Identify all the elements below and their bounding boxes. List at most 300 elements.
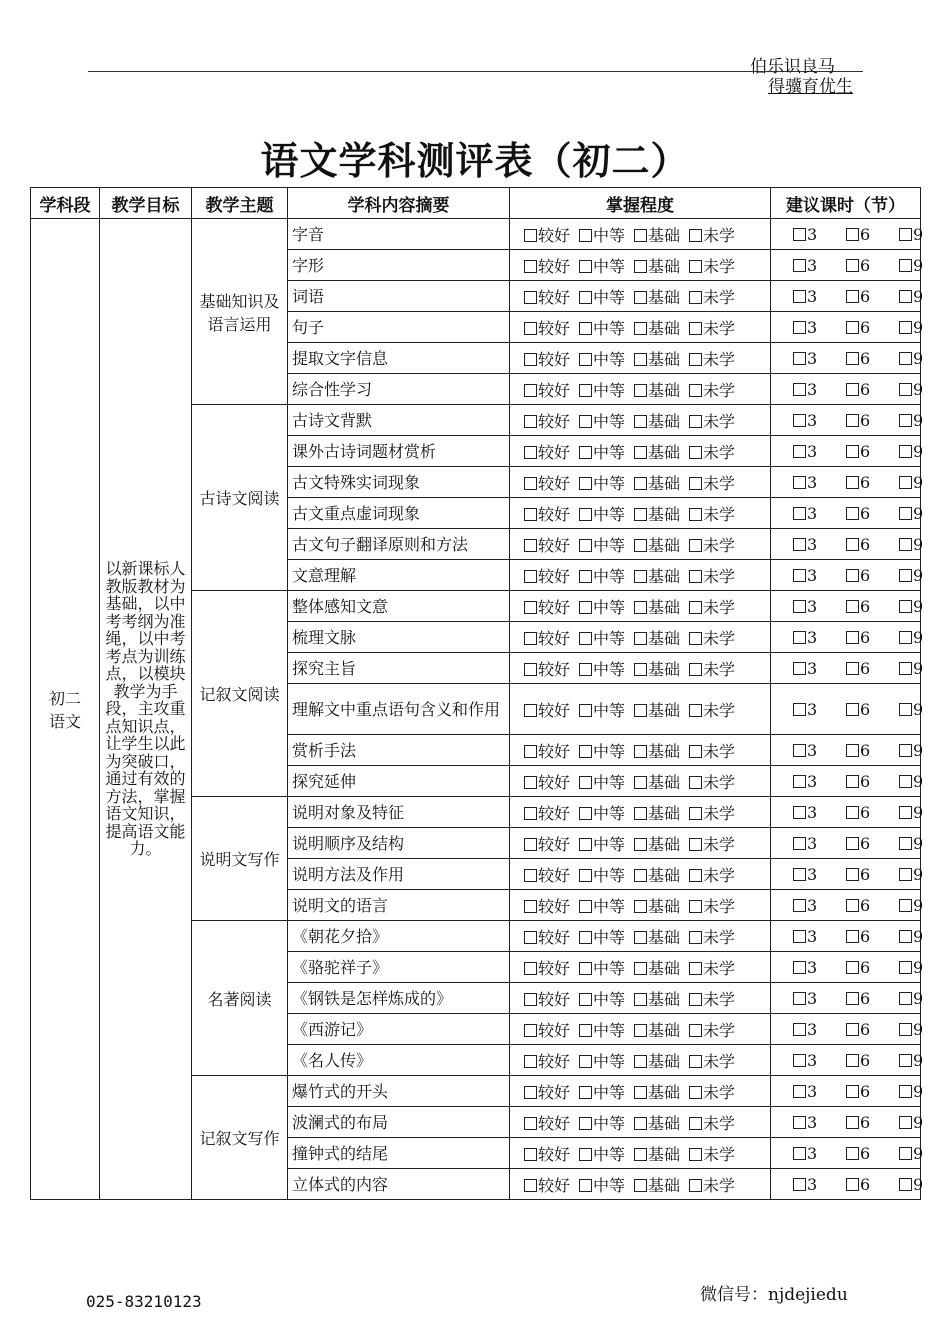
checkbox[interactable] <box>524 384 537 397</box>
hour-option[interactable] <box>793 741 837 760</box>
mastery-option[interactable] <box>689 1145 735 1164</box>
checkbox[interactable] <box>793 259 806 272</box>
mastery-option[interactable] <box>689 257 735 276</box>
hour-option[interactable] <box>899 225 923 244</box>
mastery-option[interactable] <box>689 990 735 1009</box>
checkbox[interactable] <box>689 322 702 335</box>
checkbox[interactable] <box>793 414 806 427</box>
checkbox[interactable] <box>899 259 912 272</box>
mastery-option[interactable] <box>524 505 570 524</box>
hour-option[interactable] <box>846 741 890 760</box>
hour-option[interactable] <box>846 628 890 647</box>
mastery-option[interactable] <box>579 319 625 338</box>
hour-option[interactable] <box>899 772 923 791</box>
checkbox[interactable] <box>846 1147 859 1160</box>
checkbox[interactable] <box>634 477 647 490</box>
checkbox[interactable] <box>793 806 806 819</box>
checkbox[interactable] <box>793 538 806 551</box>
checkbox[interactable] <box>846 1023 859 1036</box>
checkbox[interactable] <box>846 868 859 881</box>
hour-option[interactable] <box>846 1051 890 1070</box>
hour-option[interactable] <box>846 1144 890 1163</box>
mastery-option[interactable] <box>689 1176 735 1195</box>
checkbox[interactable] <box>899 228 912 241</box>
checkbox[interactable] <box>524 1024 537 1037</box>
checkbox[interactable] <box>634 931 647 944</box>
checkbox[interactable] <box>689 632 702 645</box>
mastery-option[interactable] <box>579 1145 625 1164</box>
mastery-option[interactable] <box>689 505 735 524</box>
mastery-option[interactable] <box>524 1145 570 1164</box>
checkbox[interactable] <box>899 1054 912 1067</box>
checkbox[interactable] <box>846 600 859 613</box>
mastery-option[interactable] <box>579 288 625 307</box>
hour-option[interactable] <box>793 1175 837 1194</box>
mastery-option[interactable] <box>634 1114 680 1133</box>
checkbox[interactable] <box>846 961 859 974</box>
checkbox[interactable] <box>524 931 537 944</box>
mastery-option[interactable] <box>689 701 735 720</box>
checkbox[interactable] <box>793 899 806 912</box>
checkbox[interactable] <box>689 900 702 913</box>
checkbox[interactable] <box>634 353 647 366</box>
checkbox[interactable] <box>689 260 702 273</box>
mastery-option[interactable] <box>524 381 570 400</box>
hour-option[interactable] <box>899 535 923 554</box>
checkbox[interactable] <box>899 703 912 716</box>
hour-option[interactable] <box>793 803 837 822</box>
mastery-option[interactable] <box>634 1021 680 1040</box>
checkbox[interactable] <box>579 962 592 975</box>
hour-option[interactable] <box>846 256 890 275</box>
checkbox[interactable] <box>579 745 592 758</box>
hour-option[interactable] <box>793 772 837 791</box>
hour-option[interactable] <box>899 597 923 616</box>
checkbox[interactable] <box>634 1117 647 1130</box>
checkbox[interactable] <box>579 322 592 335</box>
hour-option[interactable] <box>899 287 923 306</box>
checkbox[interactable] <box>579 993 592 1006</box>
checkbox[interactable] <box>579 1148 592 1161</box>
checkbox[interactable] <box>846 1116 859 1129</box>
checkbox[interactable] <box>634 291 647 304</box>
mastery-option[interactable] <box>634 536 680 555</box>
checkbox[interactable] <box>793 631 806 644</box>
checkbox[interactable] <box>634 260 647 273</box>
hour-option[interactable] <box>793 442 837 461</box>
hour-option[interactable] <box>899 1082 923 1101</box>
checkbox[interactable] <box>899 662 912 675</box>
checkbox[interactable] <box>689 1148 702 1161</box>
hour-option[interactable] <box>793 865 837 884</box>
checkbox[interactable] <box>793 703 806 716</box>
checkbox[interactable] <box>634 508 647 521</box>
hour-option[interactable] <box>899 1113 923 1132</box>
hour-option[interactable] <box>899 803 923 822</box>
mastery-option[interactable] <box>579 536 625 555</box>
checkbox[interactable] <box>524 291 537 304</box>
checkbox[interactable] <box>579 838 592 851</box>
mastery-option[interactable] <box>579 1176 625 1195</box>
checkbox[interactable] <box>634 1086 647 1099</box>
mastery-option[interactable] <box>579 443 625 462</box>
checkbox[interactable] <box>793 992 806 1005</box>
checkbox[interactable] <box>634 229 647 242</box>
checkbox[interactable] <box>524 838 537 851</box>
mastery-option[interactable] <box>689 1083 735 1102</box>
hour-option[interactable] <box>846 411 890 430</box>
hour-option[interactable] <box>846 566 890 585</box>
checkbox[interactable] <box>899 868 912 881</box>
checkbox[interactable] <box>634 838 647 851</box>
checkbox[interactable] <box>793 600 806 613</box>
mastery-option[interactable] <box>689 1052 735 1071</box>
mastery-option[interactable] <box>634 1083 680 1102</box>
checkbox[interactable] <box>634 1055 647 1068</box>
checkbox[interactable] <box>899 930 912 943</box>
mastery-option[interactable] <box>579 928 625 947</box>
hour-option[interactable] <box>899 834 923 853</box>
checkbox[interactable] <box>846 476 859 489</box>
checkbox[interactable] <box>899 806 912 819</box>
mastery-option[interactable] <box>634 742 680 761</box>
mastery-option[interactable] <box>689 742 735 761</box>
checkbox[interactable] <box>634 745 647 758</box>
checkbox[interactable] <box>846 259 859 272</box>
mastery-option[interactable] <box>634 660 680 679</box>
checkbox[interactable] <box>524 353 537 366</box>
checkbox[interactable] <box>634 962 647 975</box>
checkbox[interactable] <box>793 1054 806 1067</box>
mastery-option[interactable] <box>579 742 625 761</box>
hour-option[interactable] <box>793 1144 837 1163</box>
mastery-option[interactable] <box>524 257 570 276</box>
checkbox[interactable] <box>846 1085 859 1098</box>
hour-option[interactable] <box>899 380 923 399</box>
mastery-option[interactable] <box>524 598 570 617</box>
hour-option[interactable] <box>846 380 890 399</box>
mastery-option[interactable] <box>634 1145 680 1164</box>
mastery-option[interactable] <box>689 350 735 369</box>
mastery-option[interactable] <box>634 598 680 617</box>
mastery-option[interactable] <box>524 701 570 720</box>
mastery-option[interactable] <box>524 443 570 462</box>
checkbox[interactable] <box>793 961 806 974</box>
checkbox[interactable] <box>579 663 592 676</box>
checkbox[interactable] <box>524 477 537 490</box>
hour-option[interactable] <box>846 473 890 492</box>
mastery-option[interactable] <box>689 567 735 586</box>
hour-option[interactable] <box>793 504 837 523</box>
checkbox[interactable] <box>846 445 859 458</box>
hour-option[interactable] <box>846 349 890 368</box>
checkbox[interactable] <box>793 290 806 303</box>
checkbox[interactable] <box>524 322 537 335</box>
hour-option[interactable] <box>846 504 890 523</box>
checkbox[interactable] <box>793 1023 806 1036</box>
mastery-option[interactable] <box>689 928 735 947</box>
mastery-option[interactable] <box>634 226 680 245</box>
hour-option[interactable] <box>846 659 890 678</box>
mastery-option[interactable] <box>579 226 625 245</box>
hour-option[interactable] <box>846 1113 890 1132</box>
checkbox[interactable] <box>634 632 647 645</box>
mastery-option[interactable] <box>689 959 735 978</box>
mastery-option[interactable] <box>689 319 735 338</box>
checkbox[interactable] <box>793 321 806 334</box>
hour-option[interactable] <box>846 1020 890 1039</box>
mastery-option[interactable] <box>689 804 735 823</box>
checkbox[interactable] <box>793 569 806 582</box>
hour-option[interactable] <box>899 958 923 977</box>
hour-option[interactable] <box>793 1020 837 1039</box>
checkbox[interactable] <box>846 662 859 675</box>
checkbox[interactable] <box>899 352 912 365</box>
hour-option[interactable] <box>899 1051 923 1070</box>
mastery-option[interactable] <box>634 381 680 400</box>
checkbox[interactable] <box>899 383 912 396</box>
checkbox[interactable] <box>634 1024 647 1037</box>
checkbox[interactable] <box>634 601 647 614</box>
hour-option[interactable] <box>846 834 890 853</box>
checkbox[interactable] <box>899 569 912 582</box>
hour-option[interactable] <box>899 442 923 461</box>
mastery-option[interactable] <box>524 804 570 823</box>
checkbox[interactable] <box>634 1179 647 1192</box>
mastery-option[interactable] <box>689 598 735 617</box>
checkbox[interactable] <box>689 229 702 242</box>
hour-option[interactable] <box>793 989 837 1008</box>
checkbox[interactable] <box>689 446 702 459</box>
hour-option[interactable] <box>899 473 923 492</box>
checkbox[interactable] <box>524 663 537 676</box>
checkbox[interactable] <box>634 704 647 717</box>
mastery-option[interactable] <box>579 381 625 400</box>
checkbox[interactable] <box>689 776 702 789</box>
mastery-option[interactable] <box>634 804 680 823</box>
checkbox[interactable] <box>524 570 537 583</box>
mastery-option[interactable] <box>579 474 625 493</box>
mastery-option[interactable] <box>524 1052 570 1071</box>
checkbox[interactable] <box>689 1179 702 1192</box>
checkbox[interactable] <box>579 776 592 789</box>
mastery-option[interactable] <box>689 897 735 916</box>
checkbox[interactable] <box>793 837 806 850</box>
hour-option[interactable] <box>793 659 837 678</box>
mastery-option[interactable] <box>579 1114 625 1133</box>
checkbox[interactable] <box>524 1117 537 1130</box>
mastery-option[interactable] <box>689 866 735 885</box>
checkbox[interactable] <box>579 508 592 521</box>
hour-option[interactable] <box>899 865 923 884</box>
checkbox[interactable] <box>689 291 702 304</box>
checkbox[interactable] <box>524 1086 537 1099</box>
checkbox[interactable] <box>579 291 592 304</box>
checkbox[interactable] <box>899 1085 912 1098</box>
checkbox[interactable] <box>524 962 537 975</box>
checkbox[interactable] <box>899 445 912 458</box>
checkbox[interactable] <box>579 570 592 583</box>
mastery-option[interactable] <box>634 505 680 524</box>
checkbox[interactable] <box>689 745 702 758</box>
hour-option[interactable] <box>793 1082 837 1101</box>
checkbox[interactable] <box>899 775 912 788</box>
checkbox[interactable] <box>689 1024 702 1037</box>
checkbox[interactable] <box>524 632 537 645</box>
checkbox[interactable] <box>524 508 537 521</box>
checkbox[interactable] <box>846 290 859 303</box>
hour-option[interactable] <box>793 597 837 616</box>
hour-option[interactable] <box>793 225 837 244</box>
hour-option[interactable] <box>846 700 890 719</box>
checkbox[interactable] <box>579 539 592 552</box>
checkbox[interactable] <box>689 539 702 552</box>
checkbox[interactable] <box>899 290 912 303</box>
checkbox[interactable] <box>634 384 647 397</box>
checkbox[interactable] <box>846 414 859 427</box>
mastery-option[interactable] <box>579 773 625 792</box>
hour-option[interactable] <box>899 628 923 647</box>
mastery-option[interactable] <box>634 773 680 792</box>
checkbox[interactable] <box>689 570 702 583</box>
hour-option[interactable] <box>793 566 837 585</box>
mastery-option[interactable] <box>689 381 735 400</box>
checkbox[interactable] <box>899 961 912 974</box>
hour-option[interactable] <box>846 896 890 915</box>
hour-option[interactable] <box>793 535 837 554</box>
checkbox[interactable] <box>689 931 702 944</box>
checkbox[interactable] <box>579 931 592 944</box>
hour-option[interactable] <box>793 318 837 337</box>
checkbox[interactable] <box>579 353 592 366</box>
checkbox[interactable] <box>899 507 912 520</box>
mastery-option[interactable] <box>634 350 680 369</box>
checkbox[interactable] <box>899 1116 912 1129</box>
checkbox[interactable] <box>899 631 912 644</box>
mastery-option[interactable] <box>689 1114 735 1133</box>
checkbox[interactable] <box>524 1179 537 1192</box>
mastery-option[interactable] <box>524 773 570 792</box>
checkbox[interactable] <box>846 631 859 644</box>
checkbox[interactable] <box>793 1085 806 1098</box>
checkbox[interactable] <box>793 930 806 943</box>
mastery-option[interactable] <box>579 1083 625 1102</box>
checkbox[interactable] <box>634 415 647 428</box>
checkbox[interactable] <box>634 807 647 820</box>
mastery-option[interactable] <box>634 1176 680 1195</box>
hour-option[interactable] <box>899 318 923 337</box>
hour-option[interactable] <box>846 1175 890 1194</box>
hour-option[interactable] <box>793 1113 837 1132</box>
checkbox[interactable] <box>634 663 647 676</box>
checkbox[interactable] <box>524 1148 537 1161</box>
mastery-option[interactable] <box>579 412 625 431</box>
checkbox[interactable] <box>579 704 592 717</box>
hour-option[interactable] <box>793 958 837 977</box>
mastery-option[interactable] <box>634 629 680 648</box>
checkbox[interactable] <box>793 775 806 788</box>
checkbox[interactable] <box>634 322 647 335</box>
checkbox[interactable] <box>846 228 859 241</box>
mastery-option[interactable] <box>579 701 625 720</box>
hour-option[interactable] <box>793 380 837 399</box>
hour-option[interactable] <box>846 225 890 244</box>
hour-option[interactable] <box>899 927 923 946</box>
checkbox[interactable] <box>689 1055 702 1068</box>
hour-option[interactable] <box>846 865 890 884</box>
hour-option[interactable] <box>899 896 923 915</box>
hour-option[interactable] <box>793 896 837 915</box>
mastery-option[interactable] <box>634 319 680 338</box>
hour-option[interactable] <box>899 566 923 585</box>
hour-option[interactable] <box>899 349 923 368</box>
hour-option[interactable] <box>899 741 923 760</box>
checkbox[interactable] <box>846 837 859 850</box>
mastery-option[interactable] <box>524 897 570 916</box>
hour-option[interactable] <box>793 349 837 368</box>
checkbox[interactable] <box>524 539 537 552</box>
checkbox[interactable] <box>634 446 647 459</box>
mastery-option[interactable] <box>579 505 625 524</box>
checkbox[interactable] <box>579 869 592 882</box>
checkbox[interactable] <box>579 601 592 614</box>
checkbox[interactable] <box>524 1055 537 1068</box>
mastery-option[interactable] <box>524 866 570 885</box>
checkbox[interactable] <box>793 352 806 365</box>
mastery-option[interactable] <box>689 536 735 555</box>
checkbox[interactable] <box>524 745 537 758</box>
mastery-option[interactable] <box>579 1052 625 1071</box>
mastery-option[interactable] <box>689 226 735 245</box>
mastery-option[interactable] <box>579 897 625 916</box>
mastery-option[interactable] <box>689 835 735 854</box>
checkbox[interactable] <box>524 900 537 913</box>
checkbox[interactable] <box>899 476 912 489</box>
mastery-option[interactable] <box>689 412 735 431</box>
checkbox[interactable] <box>579 900 592 913</box>
hour-option[interactable] <box>846 772 890 791</box>
checkbox[interactable] <box>579 632 592 645</box>
checkbox[interactable] <box>846 1054 859 1067</box>
mastery-option[interactable] <box>634 257 680 276</box>
checkbox[interactable] <box>689 663 702 676</box>
hour-option[interactable] <box>793 473 837 492</box>
mastery-option[interactable] <box>579 598 625 617</box>
mastery-option[interactable] <box>689 1021 735 1040</box>
mastery-option[interactable] <box>689 474 735 493</box>
checkbox[interactable] <box>793 744 806 757</box>
hour-option[interactable] <box>899 659 923 678</box>
checkbox[interactable] <box>846 806 859 819</box>
mastery-option[interactable] <box>634 567 680 586</box>
mastery-option[interactable] <box>689 773 735 792</box>
mastery-option[interactable] <box>634 288 680 307</box>
checkbox[interactable] <box>524 229 537 242</box>
mastery-option[interactable] <box>524 1083 570 1102</box>
hour-option[interactable] <box>899 1144 923 1163</box>
mastery-option[interactable] <box>524 1021 570 1040</box>
checkbox[interactable] <box>579 260 592 273</box>
checkbox[interactable] <box>793 228 806 241</box>
checkbox[interactable] <box>524 260 537 273</box>
mastery-option[interactable] <box>689 443 735 462</box>
checkbox[interactable] <box>793 476 806 489</box>
hour-option[interactable] <box>899 1175 923 1194</box>
checkbox[interactable] <box>634 539 647 552</box>
mastery-option[interactable] <box>634 443 680 462</box>
checkbox[interactable] <box>524 776 537 789</box>
checkbox[interactable] <box>899 1147 912 1160</box>
